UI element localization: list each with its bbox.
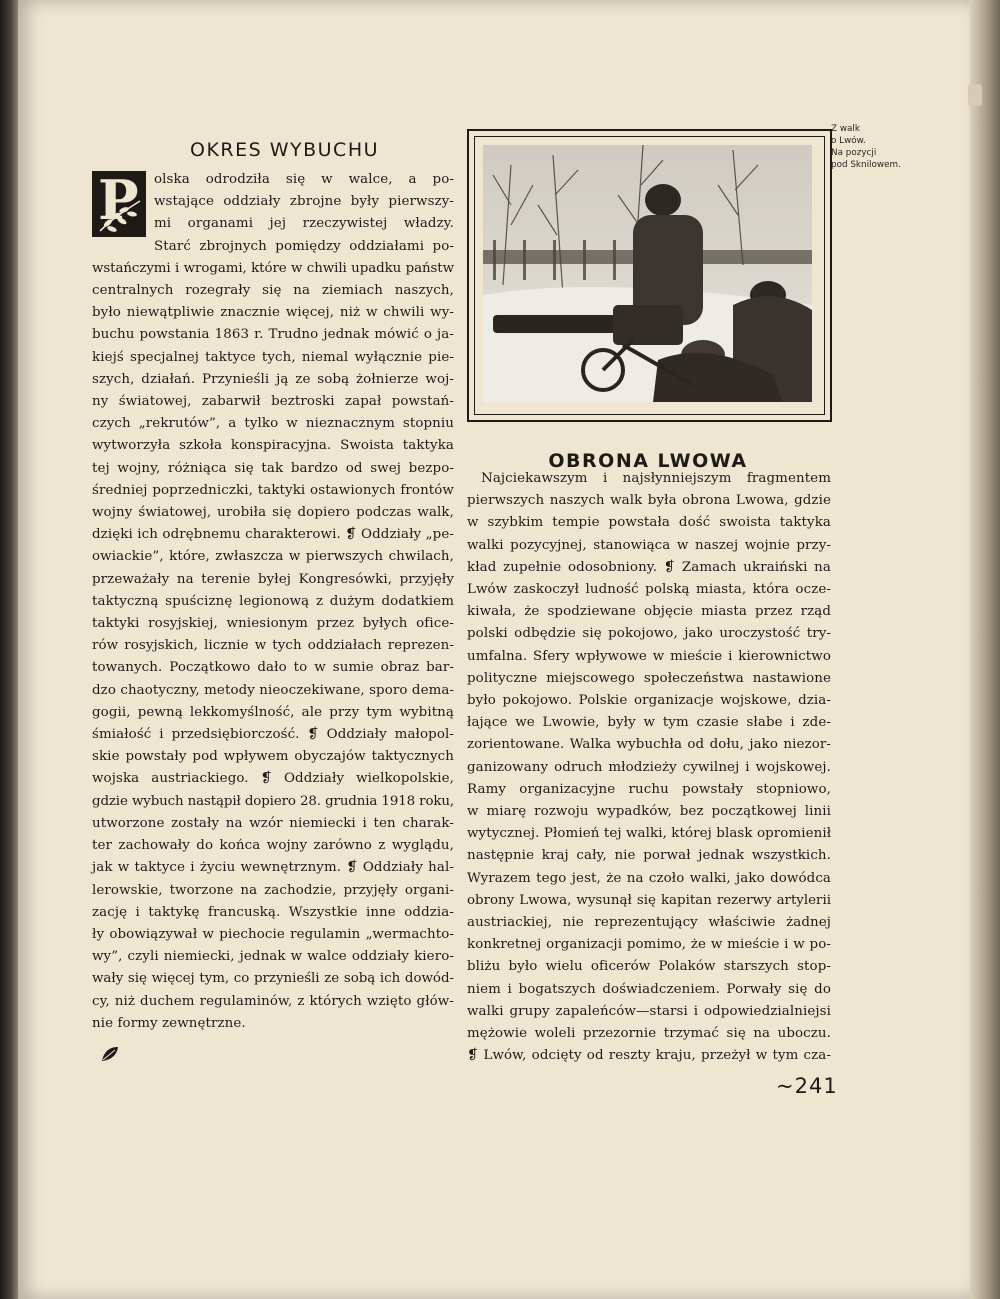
text-line: ły obowiązywał w piechocie regulamin „wermachto- <box>92 926 454 942</box>
text-line: rów rosyjskich, licznie w tych oddziałach reprezen- <box>92 638 454 654</box>
dropcap <box>92 168 146 237</box>
photo-image <box>483 145 812 402</box>
text-line: buchu powstania 1863 r. Trudno jednak mówić o ja- <box>92 327 454 343</box>
section-title-right: OBRONA LWOWA <box>548 449 748 472</box>
text-line: cy, niż duchem regulaminów, z których wzięto głów- <box>92 993 454 1009</box>
text-line: wy”, czyli niemiecki, jednak w walce oddziały kiero- <box>92 949 454 965</box>
text-line: śmiałość i przedsiębiorczość. ❡ Oddziały małopol- <box>92 727 454 743</box>
text-line: jak w taktyce i życiu wewnętrznym. ❡ Oddziały hal- <box>92 860 454 876</box>
right-text <box>467 468 831 1067</box>
text-line: gogii, pewną lekkomyślność, ale przy tym wybitną <box>92 704 454 720</box>
text-line: olska odrodziła się w walce, a po- <box>154 172 454 187</box>
text-line: owiackie”, które, zwłaszcza w pierwszych chwilach, <box>92 549 454 565</box>
text-line: polski odbędzie się pokojowo, jako uroczystość try- <box>467 626 831 642</box>
section-title-left: OKRES WYBUCHU <box>190 138 380 161</box>
text-line: walki grupy zapaleńców—starsi i odpowiedzialniejsi <box>467 1003 831 1019</box>
text-line: taktyczną spuściznę legionową z dużym dodatkiem <box>92 593 454 609</box>
text-line: utworzone zostały na wzór niemiecki i ten charak- <box>92 815 454 831</box>
caption-line: pod Sknilowem. <box>831 160 901 170</box>
text-line: towanych. Początkowo dało to w sumie obraz bar- <box>92 660 454 676</box>
page-number: ~241 <box>776 1074 838 1098</box>
text-line: konkretnej organizacji pomimo, że w mieście i w po- <box>467 937 831 953</box>
text-line: dzięki ich odrębnemu charakterowi. ❡ Oddziały „pe- <box>92 527 454 543</box>
text-line: wytworzyła szkoła konspiracyjna. Swoista taktyka <box>92 438 454 454</box>
text-line: tej wojny, różniąca się tak bardzo od swej bezpo- <box>92 460 454 476</box>
text-line: dzo chaotyczny, metody nieoczekiwane, sporo dema- <box>92 682 455 698</box>
text-line: skie powstały pod wpływem obyczajów taktycznych <box>92 749 454 765</box>
text-line: zację i taktykę francuską. Wszystkie inne oddzia- <box>92 904 454 920</box>
text-line: wojny światowej, urobiła się dopiero podczas walk, <box>92 505 454 521</box>
text-line: Lwów zaskoczył ludność polską miasta, która ocze- <box>467 582 831 598</box>
text-line: walki pozycyjnej, stanowiąca w naszej wojnie przy- <box>467 537 831 553</box>
text-line: gdzie wybuch nastąpił dopiero 28. grudnia 1918 roku, <box>92 793 454 809</box>
text-line: ny światowej, zabarwił beztroski zapał powstań- <box>92 394 454 410</box>
text-line: następnie kraj cały, nie porwał jednak wszystkich. <box>467 848 831 864</box>
text-line: ❡ Lwów, odcięty od reszty kraju, przeżył w tym cza- <box>467 1048 831 1064</box>
text-line: ganizowany odruch młodzieży cywilnej i wojskowej. <box>467 759 831 775</box>
text-line: przeważały na terenie byłej Kongresówki, przyjęły <box>92 571 454 587</box>
text-line: lerowskie, tworzone na zachodzie, przyjęły organi- <box>92 882 454 898</box>
text-line: szych, działań. Przynieśli ją ze sobą żołnierze woj- <box>92 371 454 387</box>
caption-line: Z walk <box>831 124 860 134</box>
text-line: Ramy organizacyjne ruchu powstały stopniowo, <box>467 781 831 797</box>
caption-line: Na pozycji <box>831 148 877 158</box>
text-line: czych „rekrutów”, a tylko w nieznacznym stopniu <box>92 416 454 432</box>
text-line: zorientowane. Walka wybuchła od dołu, jako niezor- <box>467 737 831 753</box>
text-line: niem i bogatszych doświadczeniem. Porwały się do <box>467 981 831 997</box>
text-line: kład zupełnie odosobniony. ❡ Zamach ukraiński na <box>467 559 831 575</box>
page-edge-stack <box>970 0 1000 1299</box>
text-line: pierwszych naszych walk była obrona Lwowa, gdzie <box>467 493 831 509</box>
dropcap-letter: P <box>98 168 139 232</box>
photo-machine-gun-soldiers <box>483 145 812 402</box>
left-text <box>92 169 454 1035</box>
text-line: obrony Lwowa, wysunął się kapitan rezerwy artylerii <box>467 892 831 908</box>
text-line: kiwała, że spodziewane objęcie miasta przez rząd <box>467 604 831 620</box>
text-line: mi organami jej rzeczywistej władzy. <box>154 216 454 232</box>
text-line: Starć zbrojnych pomiędzy oddziałami po- <box>154 238 454 254</box>
leaf-icon <box>100 1045 120 1063</box>
text-line: łające we Lwowie, były w tym czasie słabe i zde- <box>467 715 831 731</box>
text-line: wstańczymi i wrogami, które w chwili upadku państw <box>92 260 454 276</box>
text-line: wstające oddziały zbrojne były pierwszy- <box>154 194 454 210</box>
text-line: polityczne miejscowego społeczeństwa nastawione <box>467 670 831 686</box>
text-line: Wyrazem tego jest, że na czoło walki, jako dowódca <box>467 870 831 886</box>
text-line: średniej poprzedniczki, taktyki ostawionych frontów <box>92 482 454 498</box>
text-line: bliżu było wielu oficerów Polaków starszych stop- <box>467 959 831 975</box>
text-line: mężowie woleli przezornie trzymać się na uboczu. <box>467 1026 831 1042</box>
caption-line: o Lwów. <box>831 136 866 146</box>
page-tab <box>968 84 982 106</box>
photo-caption <box>831 123 901 171</box>
text-line: austriackiej, nie reprezentujący właściwie żadnej <box>467 915 831 931</box>
text-line: wały się więcej tym, co przynieśli ze sobą ich dowód- <box>92 971 454 987</box>
text-line: wojska austriackiego. ❡ Oddziały wielkopolskie, <box>92 771 454 787</box>
text-line: centralnych rozegrały się na ziemiach naszych, <box>92 283 454 299</box>
left-column <box>92 169 454 1035</box>
text-line: ter zachowały do końca wojny zarówno z wyglądu, <box>92 838 454 854</box>
text-line: było pokojowo. Polskie organizacje wojskowe, dzia- <box>467 693 831 709</box>
text-line: nie formy zewnętrzne. <box>92 1015 246 1031</box>
text-line: było niewątpliwie znacznie więcej, niż w chwili wy- <box>92 305 454 321</box>
text-line: taktyki rosyjskiej, wniesionym przez byłych ofice- <box>92 616 454 632</box>
text-line: kiejś specjalnej taktyce tych, niemal wyłącznie pie- <box>92 349 454 365</box>
text-line: w szybkim tempie powstała dość swoista taktyka <box>467 515 831 531</box>
text-line: wytycznej. Płomień tej walki, której blask opromienił <box>467 826 832 842</box>
text-line: w miarę rozwoju wypadków, bez początkowej linii <box>467 804 831 820</box>
text-line: umfalna. Sfery wpływowe w mieście i kierownictwo <box>467 648 831 664</box>
text-line: Najciekawszym i najsłynniejszym fragmentem <box>481 471 831 486</box>
book-spine <box>0 0 18 1299</box>
right-column <box>467 468 831 1067</box>
photo-frame <box>467 129 832 422</box>
